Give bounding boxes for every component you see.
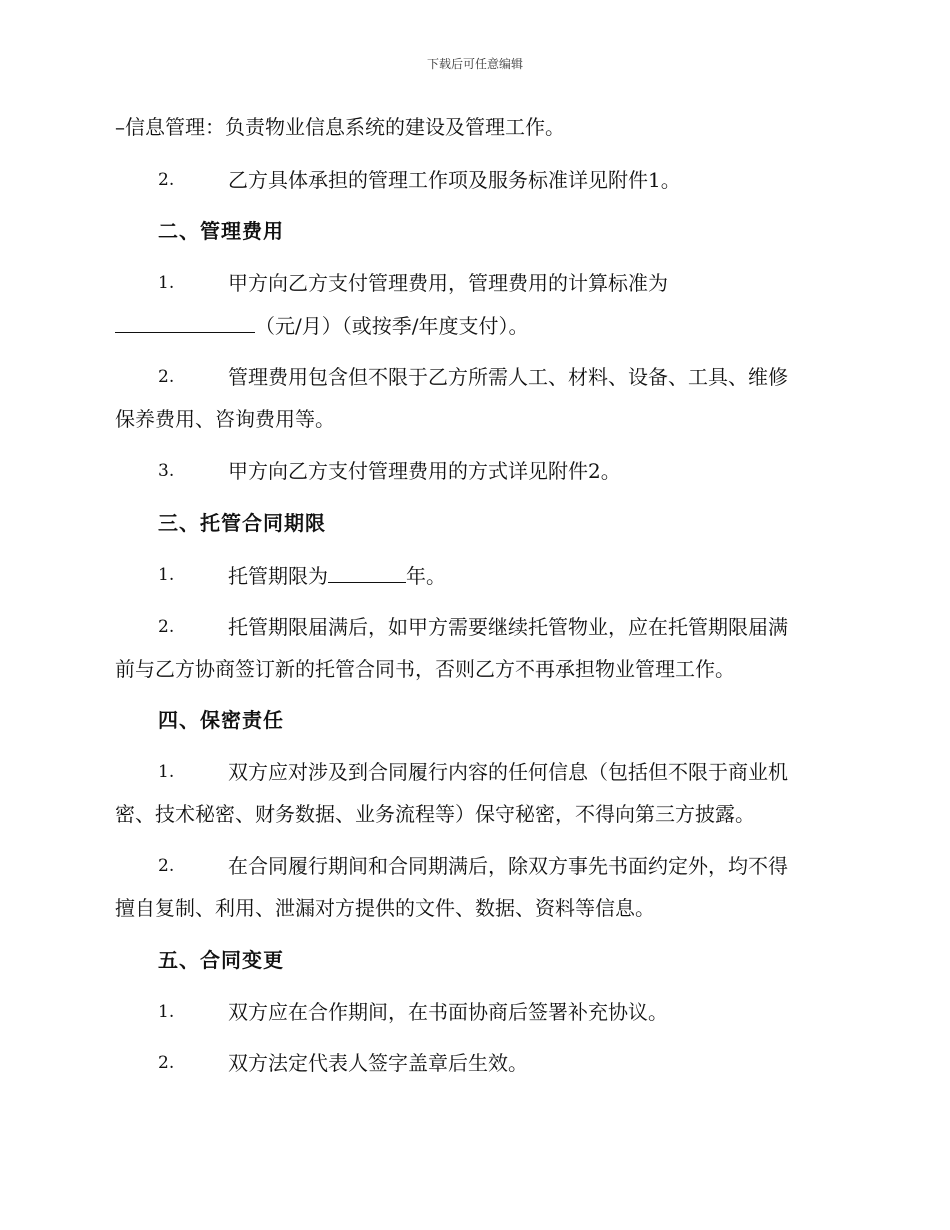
- item-number: 3.: [158, 461, 175, 481]
- item-number: 1.: [158, 273, 175, 293]
- item-text: 双方应对涉及到合同履行内容的任何信息（包括但不限于商业机: [228, 760, 788, 784]
- item-number: 2.: [158, 367, 175, 387]
- info-management-line: –信息管理：负责物业信息系统的建设及管理工作。: [115, 115, 565, 139]
- item-number: 1.: [158, 1002, 175, 1022]
- item-number: 2.: [158, 170, 175, 190]
- item-text: 甲方向乙方支付管理费用的方式详见附件2。: [228, 459, 621, 483]
- item-text: 双方法定代表人签字盖章后生效。: [228, 1051, 528, 1075]
- item-text: [228, 560, 446, 591]
- item-number: 2.: [158, 856, 175, 876]
- item-number: 2.: [158, 617, 175, 637]
- term-text-before: 托管期限为: [228, 564, 328, 588]
- item-text: 托管期限届满后，如甲方需要继续托管物业，应在托管期限届满: [228, 615, 788, 639]
- section-heading-term: 三、托管合同期限: [158, 511, 326, 535]
- item-continuation: 前与乙方协商签订新的托管合同书，否则乙方不再承担物业管理工作。: [115, 657, 735, 681]
- item-continuation: [115, 310, 528, 341]
- term-text-after: 年。: [406, 564, 446, 588]
- section-heading-amendment: 五、合同变更: [158, 948, 284, 972]
- item-text: 在合同履行期间和合同期满后，除双方事先书面约定外，均不得: [228, 854, 788, 878]
- item-number: 2.: [158, 1053, 175, 1073]
- item-text: 甲方向乙方支付管理费用，管理费用的计算标准为: [228, 271, 668, 295]
- item-text: 乙方具体承担的管理工作项及服务标准详见附件1。: [228, 168, 681, 192]
- page-header: 下载后可任意编辑: [426, 57, 523, 71]
- fee-unit-text: （元/月）（或按季/年度支付）。: [255, 314, 529, 338]
- item-continuation: 密、技术秘密、财务数据、业务流程等）保守秘密，不得向第三方披露。: [115, 802, 755, 826]
- item-number: 1.: [158, 565, 175, 585]
- item-continuation: 擅自复制、利用、泄漏对方提供的文件、数据、资料等信息。: [115, 896, 655, 920]
- fee-blank-line: [115, 310, 255, 333]
- item-text: 管理费用包含但不限于乙方所需人工、材料、设备、工具、维修: [228, 365, 788, 389]
- section-heading-confidentiality: 四、保密责任: [158, 708, 284, 732]
- term-blank-line: [328, 560, 406, 583]
- item-continuation: 保养费用、咨询费用等。: [115, 407, 335, 431]
- section-heading-fees: 二、管理费用: [158, 219, 284, 243]
- item-number: 1.: [158, 762, 175, 782]
- item-text: 双方应在合作期间，在书面协商后签署补充协议。: [228, 1000, 668, 1024]
